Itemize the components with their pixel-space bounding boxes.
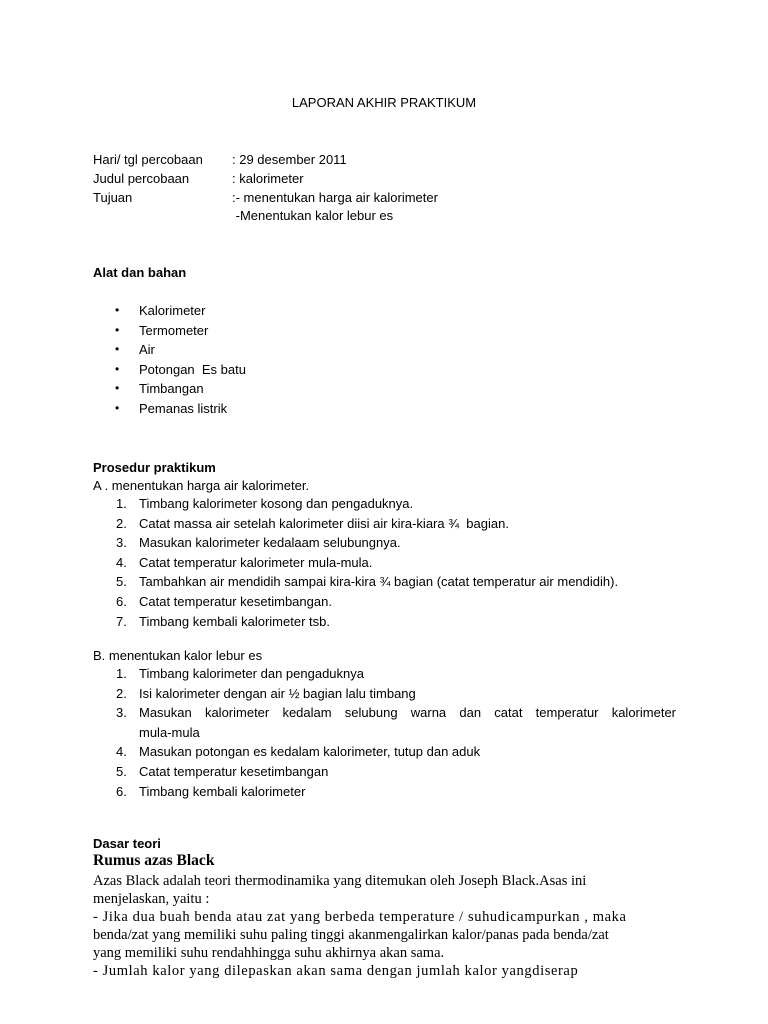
prosedur-b-title: B. menentukan kalor lebur es [93, 648, 263, 663]
prosedur-b-list [93, 664, 676, 801]
list-item: • Termometer [93, 321, 246, 341]
list-item: • Potongan Es batu [93, 360, 246, 380]
teori-line: benda/zat yang memiliki suhu paling tinggi akanmengalirkan kalor/panas pada benda/zat [93, 927, 609, 943]
list-item: 5. Catat temperatur kesetimbangan [116, 763, 329, 779]
alat-list [93, 301, 246, 419]
teori-body [93, 852, 673, 980]
list-item: 7. Timbang kembali kalorimeter tsb. [116, 613, 330, 629]
teori-line: yang memiliki suhu rendahhingga suhu akhirnya akan sama. [93, 945, 445, 961]
list-item: 1. Timbang kalorimeter kosong dan pengaduknya. [116, 496, 414, 511]
teori-line: Azas Black adalah teori thermodinamika yang ditemukan oleh Joseph Black.Asas ini [93, 873, 587, 889]
list-item: 2. Catat massa air setelah kalorimeter diisi air kira-kiara ¾ bagian. [116, 515, 509, 531]
list-item: 4. Masukan potongan es kedalam kalorimeter, tutup dan aduk [116, 744, 481, 760]
prosedur-heading: Prosedur praktikum [93, 460, 216, 475]
list-item: • Timbangan [93, 379, 246, 399]
info-label: Tujuan [93, 190, 133, 205]
list-item: 6. Catat temperatur kesetimbangan. [116, 593, 332, 609]
list-item: 6. Timbang kembali kalorimeter [116, 783, 306, 799]
list-item: • Pemanas listrik [93, 399, 246, 419]
teori-subheading: Rumus azas Black [93, 852, 215, 869]
teori-heading: Dasar teori [93, 836, 161, 851]
info-label: Judul percobaan [93, 171, 190, 186]
prosedur-a-list [93, 494, 618, 631]
info-value: :- menentukan harga air kalorimeter [232, 190, 438, 205]
alat-heading: Alat dan bahan [93, 265, 187, 280]
report-title: LAPORAN AKHIR PRAKTIKUM [291, 95, 477, 110]
list-item: 2. Isi kalorimeter dengan air ½ bagian lalu timbang [116, 685, 416, 701]
info-value: : 29 desember 2011 [232, 152, 347, 167]
teori-line: menjelaskan, yaitu : [93, 891, 210, 907]
bullet-icon: • [115, 303, 120, 317]
list-item: 1. Timbang kalorimeter dan pengaduknya [116, 666, 364, 681]
info-value: -Menentukan kalor lebur es [232, 208, 394, 223]
list-item: • Kalorimeter [93, 301, 246, 321]
list-item: 3. Masukan kalorimeter kedalaam selubungnya. [116, 535, 401, 551]
bullet-icon: • [115, 322, 120, 337]
bullet-icon: • [115, 381, 120, 396]
bullet-icon: • [115, 400, 120, 415]
info-value: : kalorimeter [232, 171, 304, 186]
bullet-icon: • [115, 361, 120, 376]
list-item: 3. Masukan kalorimeter kedalam selubung warna dan catat temperatur kalorimeter mula-mula [116, 705, 676, 740]
list-item: 4. Catat temperatur kalorimeter mula-mula. [116, 554, 373, 570]
list-item: 5. Tambahkan air mendidih sampai kira-kira ¾ bagian (catat temperatur air mendidih). [116, 574, 619, 590]
bullet-icon: • [115, 342, 120, 357]
teori-line: - Jumlah kalor yang dilepaskan akan sama dengan jumlah kalor yangdiserap [93, 963, 579, 979]
list-item: • Air [93, 340, 246, 360]
teori-line: - Jika dua buah benda atau zat yang berbeda temperature / suhudicampurkan , maka [93, 909, 627, 925]
info-label: Hari/ tgl percobaan [93, 152, 203, 167]
prosedur-a-title: A . menentukan harga air kalorimeter. [93, 478, 310, 493]
